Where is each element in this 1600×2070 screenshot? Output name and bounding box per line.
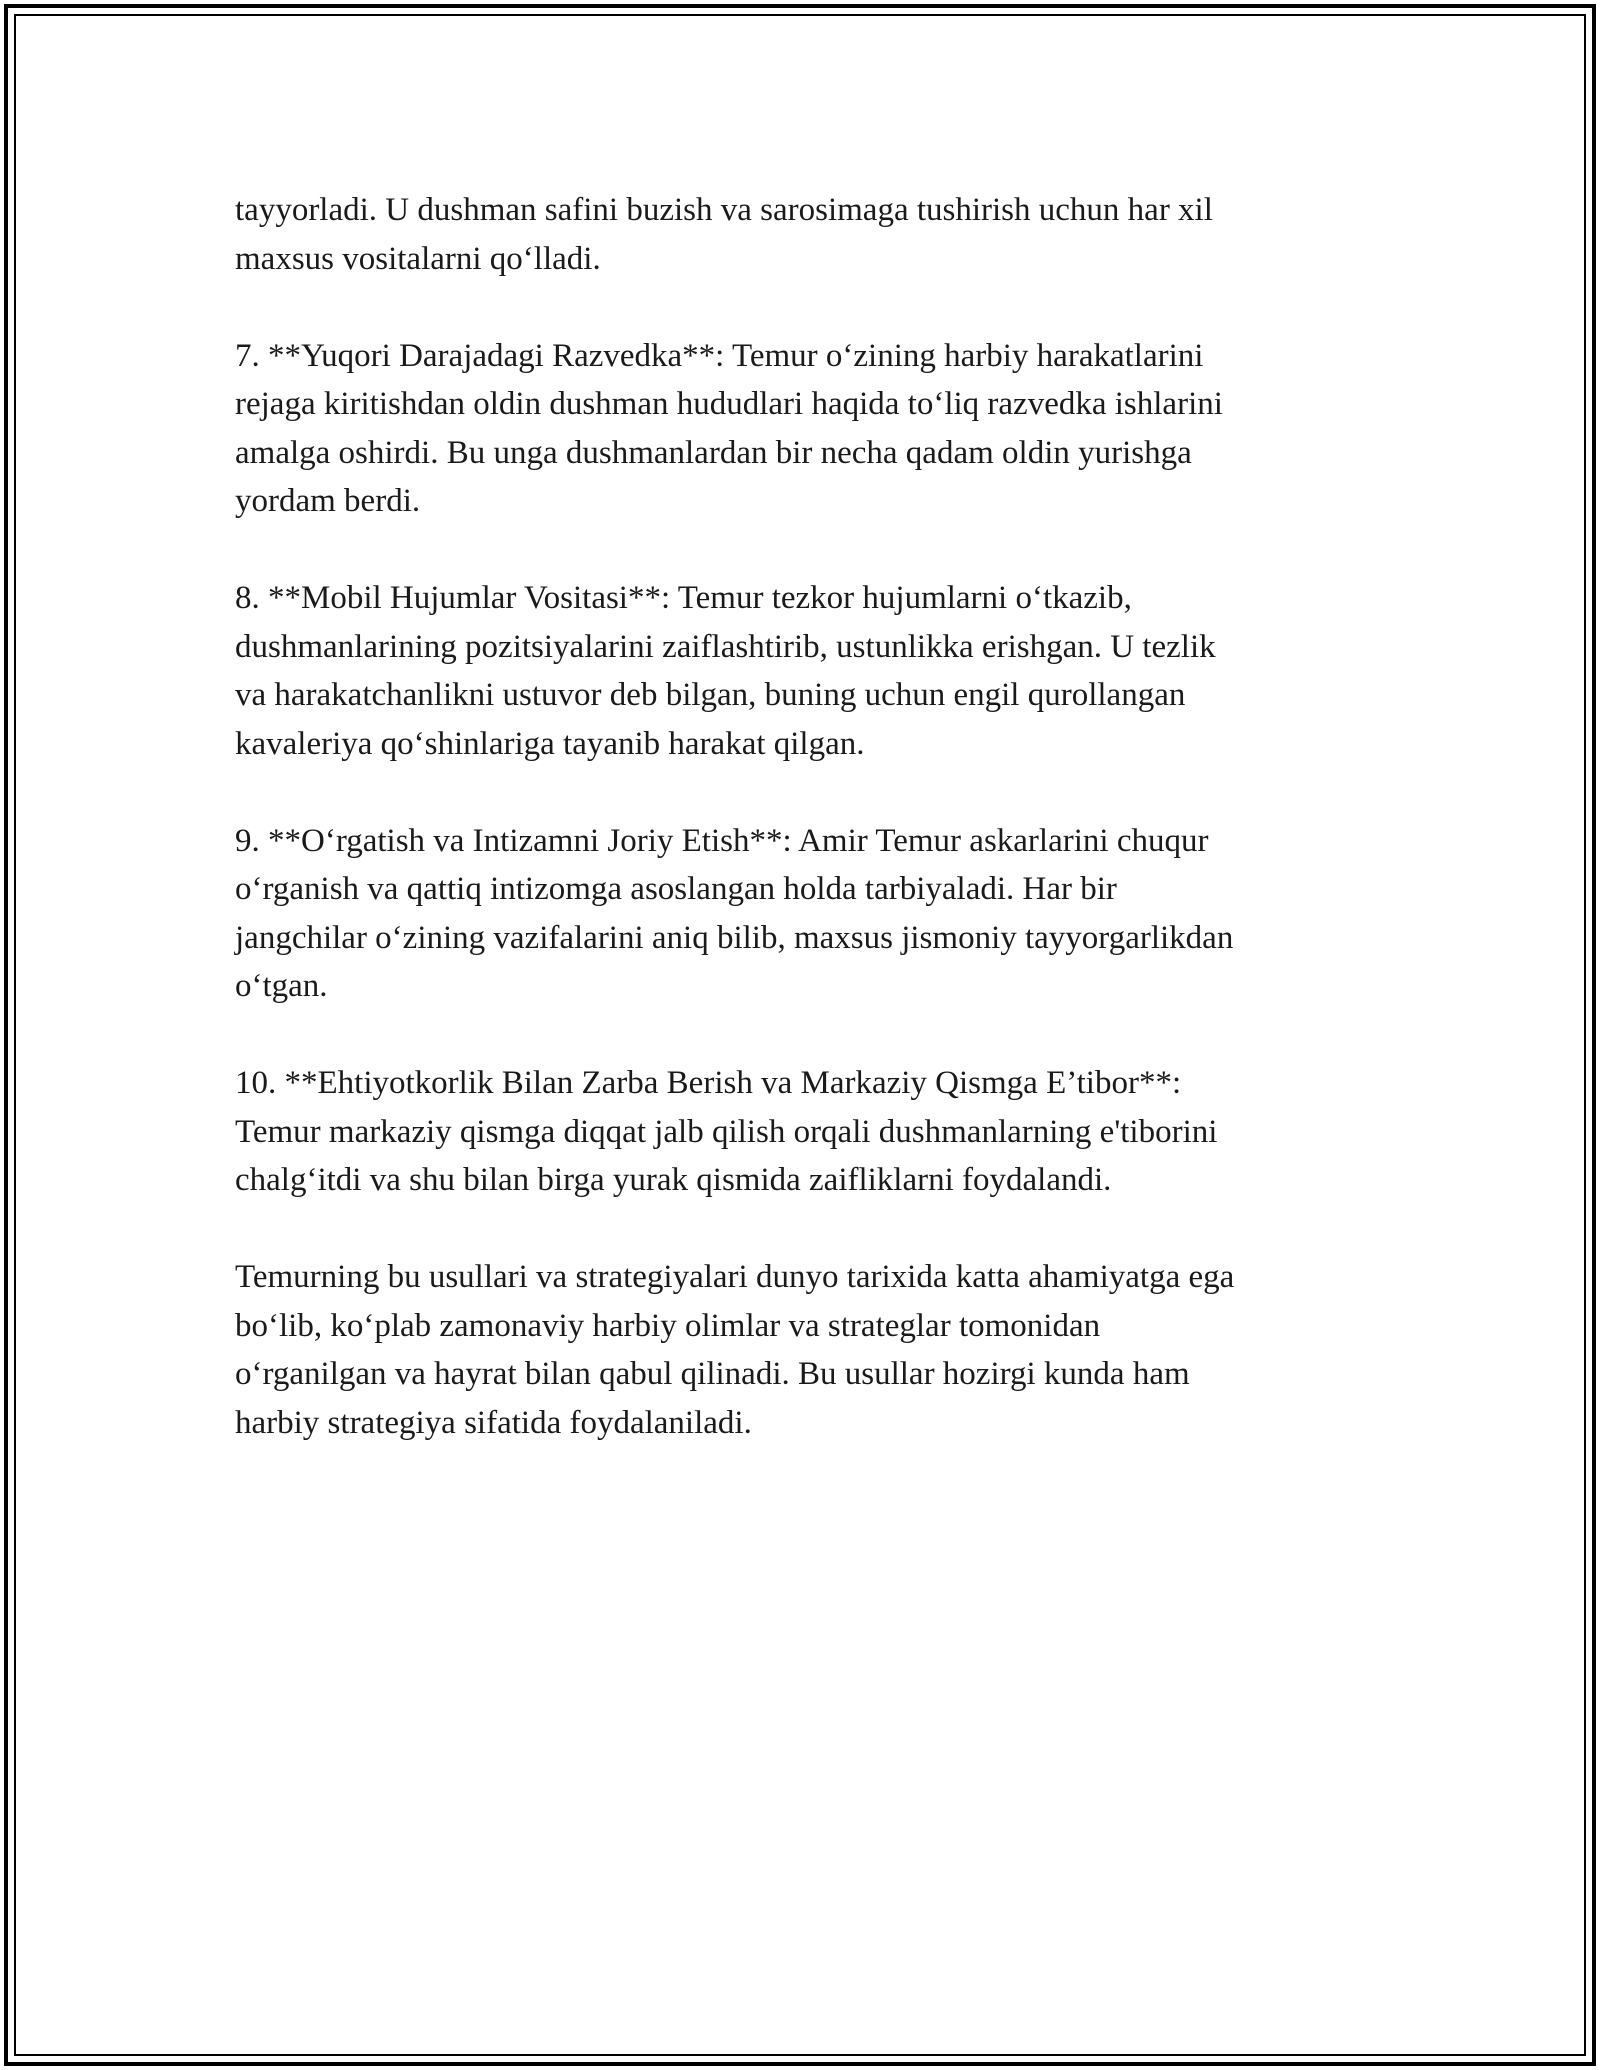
text-line: va harakatchanlikni ustuvor deb bilgan, buning uchun engil qurollangan <box>235 677 1186 713</box>
text-line: Temurning bu usullari va strategiyalari dunyo tarixida katta ahamiyatga ega <box>235 1259 1235 1295</box>
text-line: tayyorladi. U dushman safini buzish va sarosimaga tushirish uchun har xil <box>235 192 1213 228</box>
text-line: jangchilar o‘zining vazifalarini aniq bilib, maxsus jismoniy tayyorgarlikdan <box>235 919 1234 956</box>
text-line: rejaga kiritishdan oldin dushman hududlari haqida to‘liq razvedka ishlarini <box>235 386 1223 422</box>
text-line: o‘rganilgan va hayrat bilan qabul qilinadi. Bu usullar hozirgi kunda ham <box>235 1356 1190 1392</box>
paragraph-item-7 <box>235 332 1365 526</box>
text-line: 7. **Yuqori Darajadagi Razvedka**: Temur o‘zining harbiy harakatlarini <box>235 337 1204 374</box>
paragraph-item-8 <box>235 574 1365 768</box>
text-line: harbiy strategiya sifatida foydalaniladi. <box>235 1404 752 1441</box>
text-line: 8. **Mobil Hujumlar Vositasi**: Temur tezkor hujumlarni o‘tkazib, <box>235 580 1132 616</box>
paragraph-intro-continuation <box>235 186 1365 283</box>
text-line: chalg‘itdi va shu bilan birga yurak qismida zaifliklarni foydalandi. <box>235 1162 1112 1198</box>
paragraph-item-9 <box>235 817 1365 1011</box>
text-line: kavaleriya qo‘shinlariga tayanib harakat qilgan. <box>235 725 865 762</box>
text-line: o‘tgan. <box>235 968 328 1004</box>
text-line: bo‘lib, ko‘plab zamonaviy harbiy olimlar va strateglar tomonidan <box>235 1307 1101 1344</box>
text-line: 10. **Ehtiyotkorlik Bilan Zarba Berish va Markaziy Qismga E’tibor**: <box>235 1065 1182 1101</box>
paragraph-conclusion <box>235 1253 1365 1447</box>
text-line: Temur markaziy qismga diqqat jalb qilish orqali dushmanlarning e'tiborini <box>235 1113 1218 1150</box>
text-line: yordam berdi. <box>235 483 421 519</box>
text-line: maxsus vositalarni qo‘lladi. <box>235 240 601 277</box>
text-line: dushmanlarining pozitsiyalarini zaiflashtirib, ustunlikka erishgan. U tezlik <box>235 628 1216 665</box>
paragraph-item-10 <box>235 1059 1365 1205</box>
text-line: 9. **O‘rgatish va Intizamni Joriy Etish**: Amir Temur askarlarini chuqur <box>235 822 1209 859</box>
document-body <box>235 186 1365 1496</box>
text-line: o‘rganish va qattiq intizomga asoslangan holda tarbiyaladi. Har bir <box>235 871 1117 907</box>
text-line: amalga oshirdi. Bu unga dushmanlardan bir necha qadam oldin yurishga <box>235 434 1192 471</box>
